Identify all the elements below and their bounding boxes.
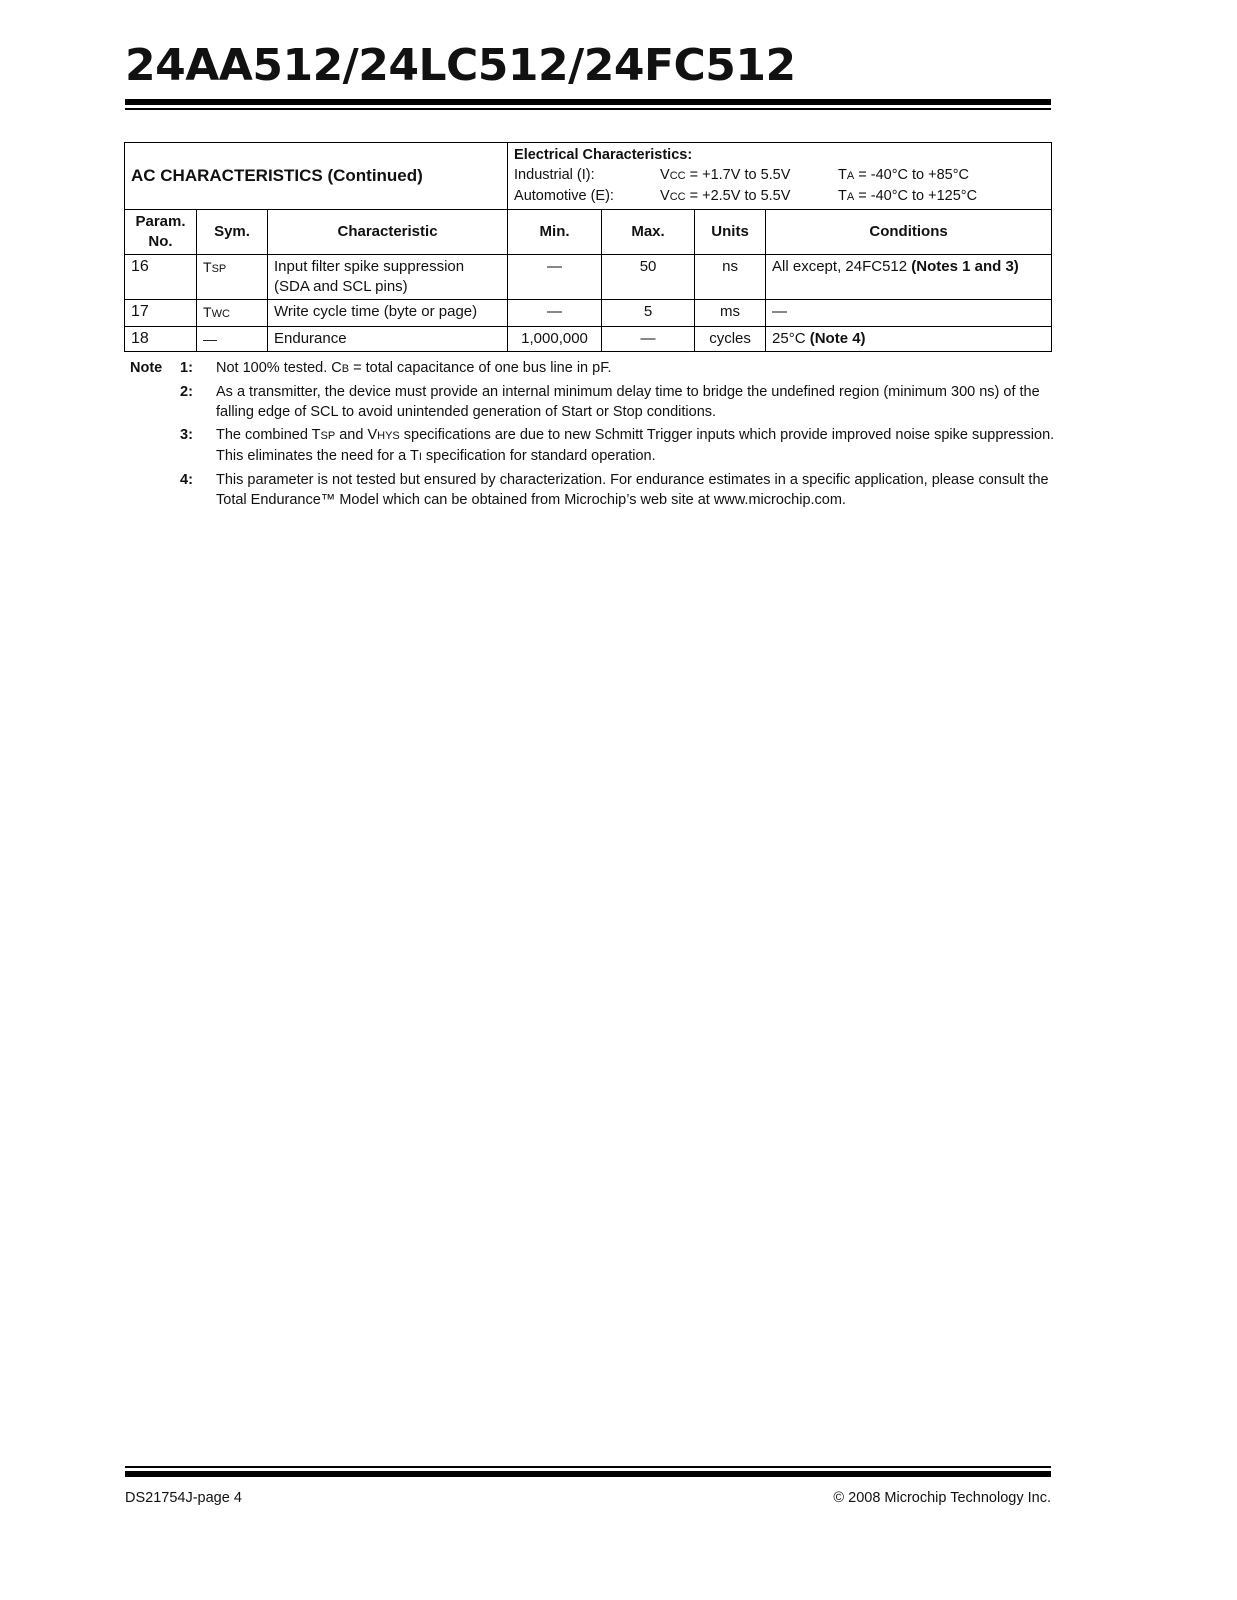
table-row: 16 TSP Input filter spike suppression (SDA and SCL pins) — 50 ns All except, 24FC512 (Notes 1 and 3) — [125, 255, 1052, 300]
col-sym: Sym. — [197, 210, 268, 255]
footer-copyright: © 2008 Microchip Technology Inc. — [833, 1490, 1051, 1506]
electrical-characteristics — [508, 143, 1052, 210]
header-rule-thin — [125, 108, 1051, 110]
note-item: 4: This parameter is not tested but ensured by characterization. For endurance estimates in a specific application, please consult the Total Endurance™ Model which can be obtained from Microchip’s web site at www.microchip.com. — [180, 472, 1049, 508]
footer-rule-thin — [125, 1466, 1051, 1468]
table-header-row — [125, 143, 1052, 210]
col-characteristic: Characteristic — [268, 210, 508, 255]
footer-rule-thick — [125, 1471, 1051, 1477]
note-item: Note 1: Not 100% tested. CB = total capacitance of one bus line in pF. — [130, 358, 1060, 379]
col-units: Units — [695, 210, 766, 255]
col-min: Min. — [508, 210, 602, 255]
note-item: 2: As a transmitter, the device must provide an internal minimum delay time to bridge the undefined region (minimum 300 ns) of the falling edge of SCL to avoid unintended generation of Start or Stop conditions. — [180, 384, 1040, 420]
electrical-row-industrial: Industrial (I): VCC = +1.7V to 5.5V TA = -40°C to +85°C — [514, 167, 970, 183]
col-conditions: Conditions — [766, 210, 1052, 255]
column-header-row — [125, 210, 1052, 255]
table-row: 17 TWC Write cycle time (byte or page) — 5 ms — — [125, 300, 1052, 327]
header-rule-thick — [125, 99, 1051, 105]
table-title: AC CHARACTERISTICS (Continued) — [125, 143, 508, 210]
electrical-row-automotive: Automotive (E): VCC = +2.5V to 5.5V TA = -40°C to +125°C — [514, 188, 978, 204]
note-item: 3: The combined TSP and VHYS specifications are due to new Schmitt Trigger inputs which provide improved noise spike suppression. This eliminates the need for a TI specification for standard operation. — [180, 427, 1055, 464]
ac-characteristics-table — [124, 142, 1052, 352]
footer-page-id: DS21754J-page 4 — [125, 1490, 242, 1506]
col-max: Max. — [602, 210, 695, 255]
col-param: Param. No. — [125, 210, 197, 255]
note-label: Note — [130, 360, 163, 376]
table-row: 18 — Endurance 1,000,000 — cycles 25°C (Note 4) — [125, 327, 1052, 352]
electrical-heading: Electrical Characteristics: — [514, 147, 693, 163]
page-title: 24AA512/24LC512/24FC512 — [125, 40, 796, 91]
table-notes — [130, 358, 1060, 513]
